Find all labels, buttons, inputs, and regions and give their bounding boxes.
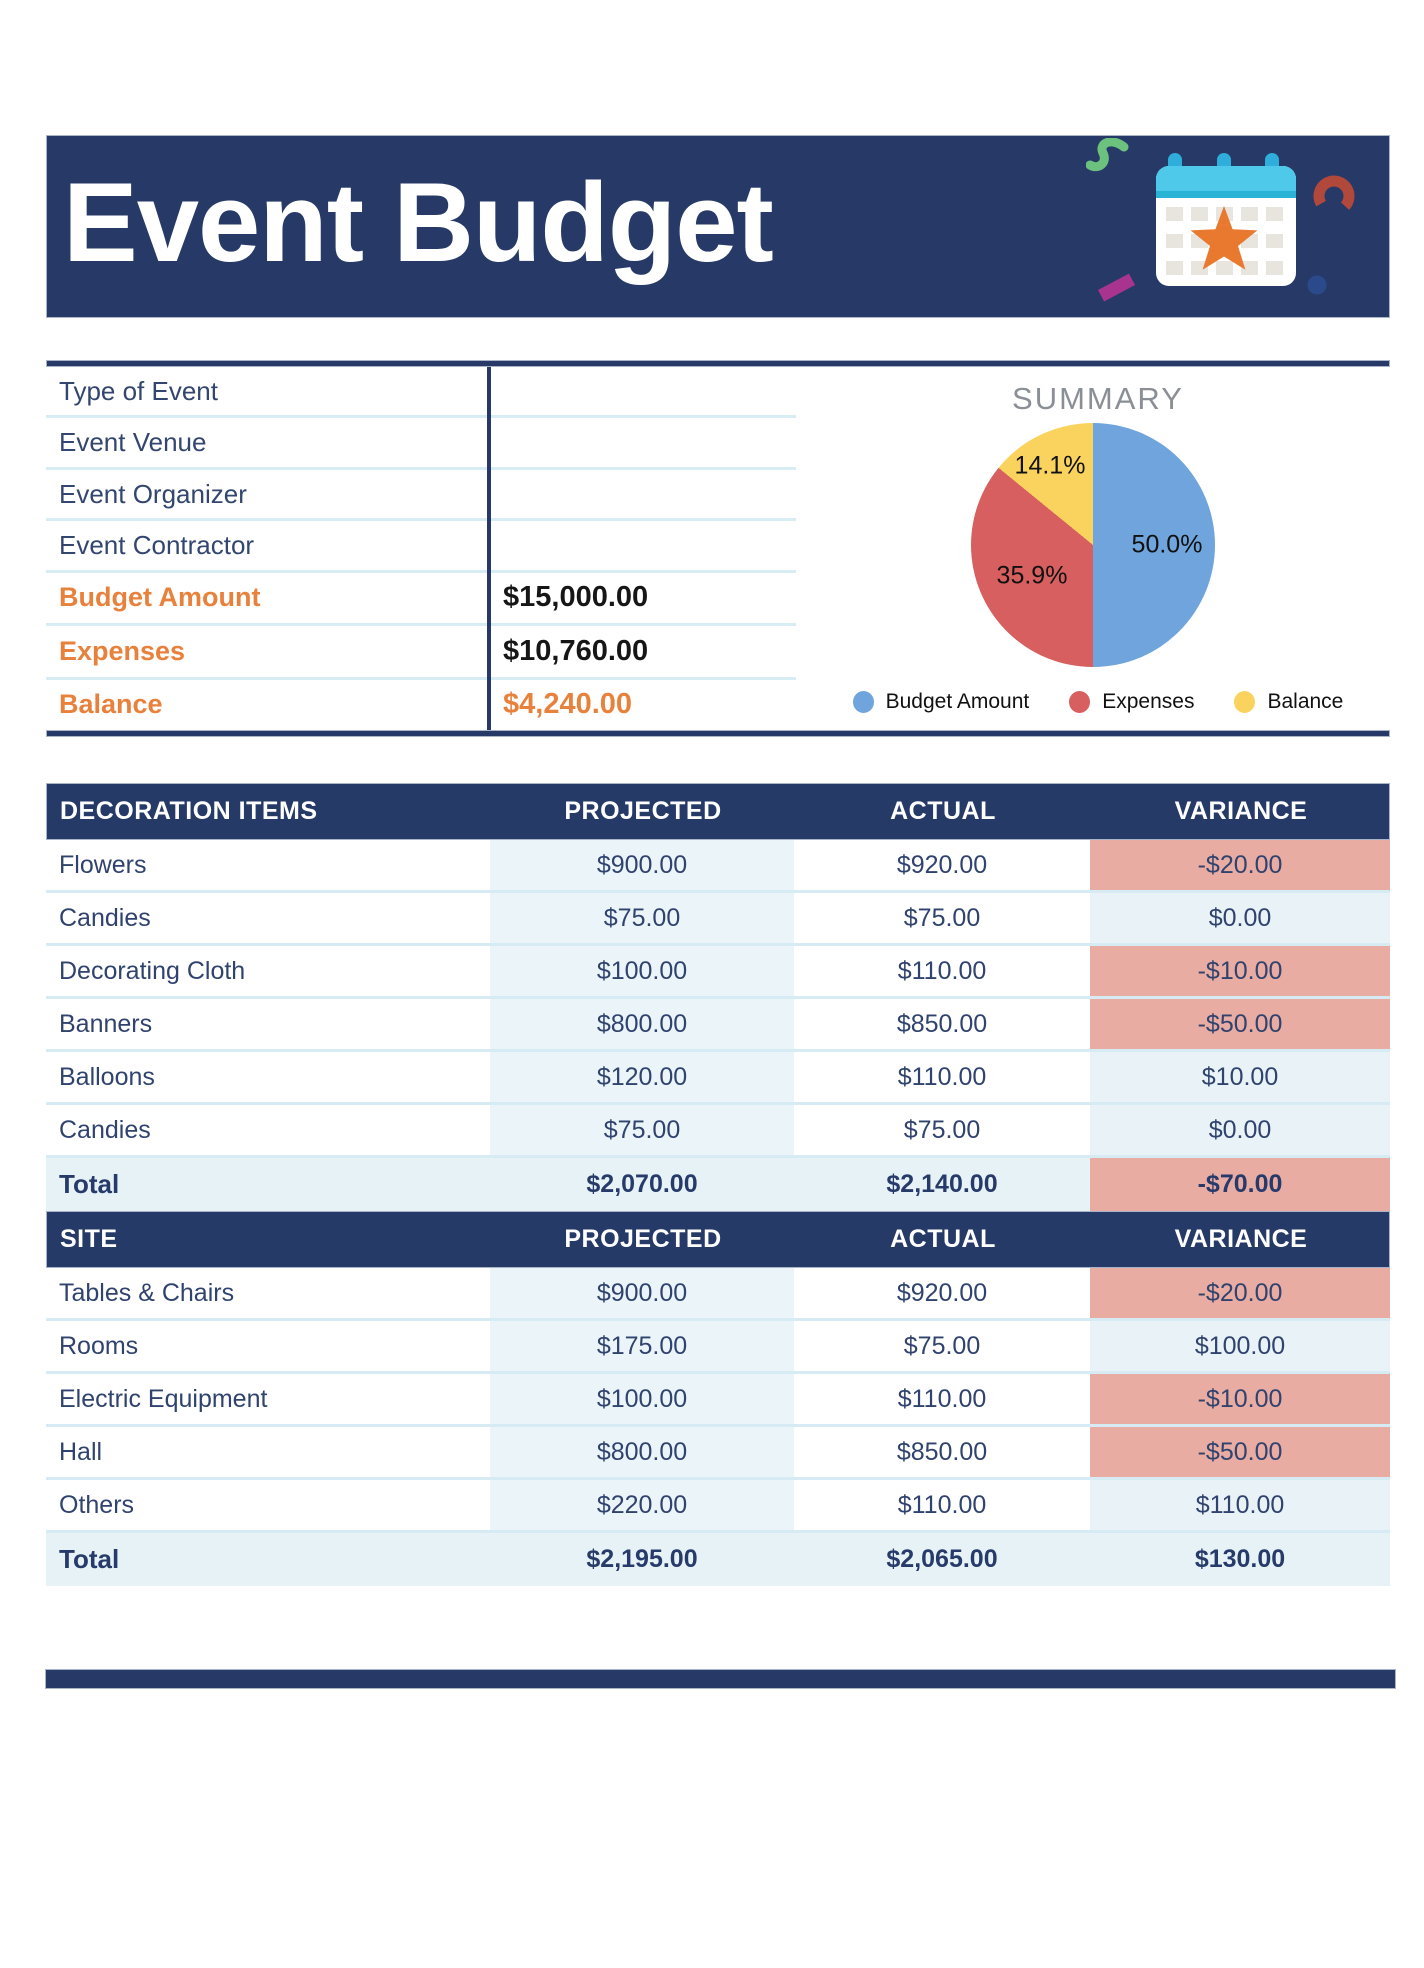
table-cell-item: Balloons	[46, 1052, 490, 1102]
table-cell-actual: $110.00	[794, 1374, 1090, 1424]
footer-bar	[45, 1669, 1396, 1689]
legend-dot-icon	[1234, 691, 1255, 713]
table-header-cell: VARIANCE	[1174, 797, 1308, 825]
table-cell-item: Rooms	[46, 1321, 490, 1371]
table-cell-item: Flowers	[46, 840, 490, 890]
info-row	[46, 521, 796, 572]
info-field-value: $15,000.00	[503, 581, 649, 614]
table-header-cell: ACTUAL	[890, 1225, 996, 1253]
section-bottom-rule	[46, 730, 1390, 737]
table-row	[46, 1321, 1390, 1374]
table-total-row	[46, 1158, 1390, 1211]
purple-bar-decoration	[1098, 274, 1135, 302]
legend-dot-icon	[1069, 691, 1090, 713]
table-row	[46, 1480, 1390, 1533]
table-cell-actual: $110.00	[794, 946, 1090, 996]
table-cell-actual: $75.00	[794, 893, 1090, 943]
table-cell-projected: $900.00	[490, 1268, 794, 1318]
info-field-label: Budget Amount	[59, 582, 261, 613]
table-header-cell: PROJECTED	[564, 797, 722, 825]
legend-label: Budget Amount	[885, 690, 1030, 713]
section-top-rule	[46, 360, 1390, 367]
budget-tables	[46, 783, 1390, 1586]
table-cell-variance: -$10.00	[1090, 1374, 1390, 1424]
table-cell-projected: $800.00	[490, 999, 794, 1049]
table-cell-projected: $175.00	[490, 1321, 794, 1371]
info-row	[46, 573, 796, 626]
table-cell-actual: $2,065.00	[794, 1533, 1090, 1586]
table-cell-actual: $75.00	[794, 1105, 1090, 1155]
site-table	[46, 1211, 1390, 1586]
table-cell-variance: -$20.00	[1090, 1268, 1390, 1318]
table-cell-actual: $110.00	[794, 1480, 1090, 1530]
info-row	[46, 367, 796, 418]
info-row	[46, 680, 796, 730]
info-column-divider	[487, 367, 491, 730]
info-row	[46, 470, 796, 521]
info-row	[46, 418, 796, 469]
table-cell-actual: $110.00	[794, 1052, 1090, 1102]
table-cell-variance: $10.00	[1090, 1052, 1390, 1102]
table-row	[46, 946, 1390, 999]
info-row	[46, 626, 796, 679]
table-cell-item: Others	[46, 1480, 490, 1530]
table-cell-projected: $2,195.00	[490, 1533, 794, 1586]
calendar-star-illustration	[1086, 138, 1366, 303]
table-row	[46, 840, 1390, 893]
table-cell-projected: $220.00	[490, 1480, 794, 1530]
info-field-label: Balance	[59, 689, 163, 720]
table-cell-actual: $75.00	[794, 1321, 1090, 1371]
table-cell-item: Candies	[46, 1105, 490, 1155]
info-field-label: Event Contractor	[59, 529, 255, 560]
table-row	[46, 1052, 1390, 1105]
table-header-cell: DECORATION ITEMS	[60, 797, 318, 825]
info-field-label: Event Venue	[59, 427, 207, 458]
summary-pie-chart	[971, 423, 1215, 667]
table-cell-actual: $2,140.00	[794, 1158, 1090, 1211]
table-cell-projected: $900.00	[490, 840, 794, 890]
table-cell-projected: $75.00	[490, 893, 794, 943]
table-row	[46, 893, 1390, 946]
table-header-cell: VARIANCE	[1174, 1225, 1308, 1253]
info-field-value: $10,760.00	[503, 634, 649, 667]
info-field-label: Type of Event	[59, 375, 218, 406]
table-cell-variance: $130.00	[1090, 1533, 1390, 1586]
table-total-row	[46, 1533, 1390, 1586]
summary-chart-title: SUMMARY	[1012, 381, 1184, 416]
table-cell-item: Candies	[46, 893, 490, 943]
table-cell-variance: $100.00	[1090, 1321, 1390, 1371]
table-cell-projected: $100.00	[490, 1374, 794, 1424]
table-cell-item: Decorating Cloth	[46, 946, 490, 996]
event-info-fields	[46, 367, 796, 730]
table-cell-projected: $75.00	[490, 1105, 794, 1155]
legend-label: Balance	[1267, 690, 1344, 713]
squiggle-icon	[1090, 142, 1124, 167]
legend-label: Expenses	[1102, 690, 1195, 713]
table-cell-item: Electric Equipment	[46, 1374, 490, 1424]
table-cell-item: Total	[46, 1533, 490, 1586]
table-row	[46, 1268, 1390, 1321]
table-cell-item: Tables & Chairs	[46, 1268, 490, 1318]
page-title: Event Budget	[63, 159, 773, 285]
legend-item	[1234, 690, 1343, 714]
table-header-row	[46, 783, 1390, 840]
table-cell-item: Total	[46, 1158, 490, 1211]
table-cell-variance: -$10.00	[1090, 946, 1390, 996]
info-field-label: Expenses	[59, 635, 186, 666]
table-cell-variance: $0.00	[1090, 1105, 1390, 1155]
decoration-items-table	[46, 783, 1390, 1211]
table-row	[46, 1427, 1390, 1480]
c-arc-decoration	[1314, 176, 1355, 217]
info-field-value: $4,240.00	[503, 688, 633, 721]
table-cell-projected: $120.00	[490, 1052, 794, 1102]
table-cell-variance: -$50.00	[1090, 1427, 1390, 1477]
table-header-cell: ACTUAL	[890, 797, 996, 825]
table-cell-variance: $0.00	[1090, 893, 1390, 943]
table-cell-actual: $920.00	[794, 1268, 1090, 1318]
legend-dot-icon	[853, 691, 874, 713]
table-row	[46, 999, 1390, 1052]
table-row	[46, 1105, 1390, 1158]
pie-slice-label-expenses: 35.9%	[996, 561, 1068, 590]
header-band	[46, 135, 1390, 318]
pie-legend	[806, 687, 1390, 717]
table-header-cell: PROJECTED	[564, 1225, 722, 1253]
pie-slice-label-budget: 50.0%	[1131, 530, 1203, 559]
legend-item	[853, 690, 1030, 714]
info-field-label: Event Organizer	[59, 478, 247, 509]
pie-slice-label-balance: 14.1%	[1014, 451, 1086, 480]
table-cell-item: Hall	[46, 1427, 490, 1477]
table-cell-projected: $2,070.00	[490, 1158, 794, 1211]
table-cell-actual: $850.00	[794, 999, 1090, 1049]
table-cell-variance: -$20.00	[1090, 840, 1390, 890]
table-header-cell: SITE	[60, 1225, 118, 1253]
table-cell-variance: $110.00	[1090, 1480, 1390, 1530]
table-cell-item: Banners	[46, 999, 490, 1049]
blue-dot-decoration	[1308, 276, 1327, 295]
info-summary-section	[46, 360, 1390, 737]
summary-chart-panel	[806, 367, 1390, 723]
table-cell-actual: $920.00	[794, 840, 1090, 890]
table-cell-variance: -$70.00	[1090, 1158, 1390, 1211]
table-header-row	[46, 1211, 1390, 1268]
table-cell-actual: $850.00	[794, 1427, 1090, 1477]
table-cell-projected: $800.00	[490, 1427, 794, 1477]
legend-item	[1069, 690, 1194, 714]
table-cell-variance: -$50.00	[1090, 999, 1390, 1049]
table-row	[46, 1374, 1390, 1427]
table-cell-projected: $100.00	[490, 946, 794, 996]
